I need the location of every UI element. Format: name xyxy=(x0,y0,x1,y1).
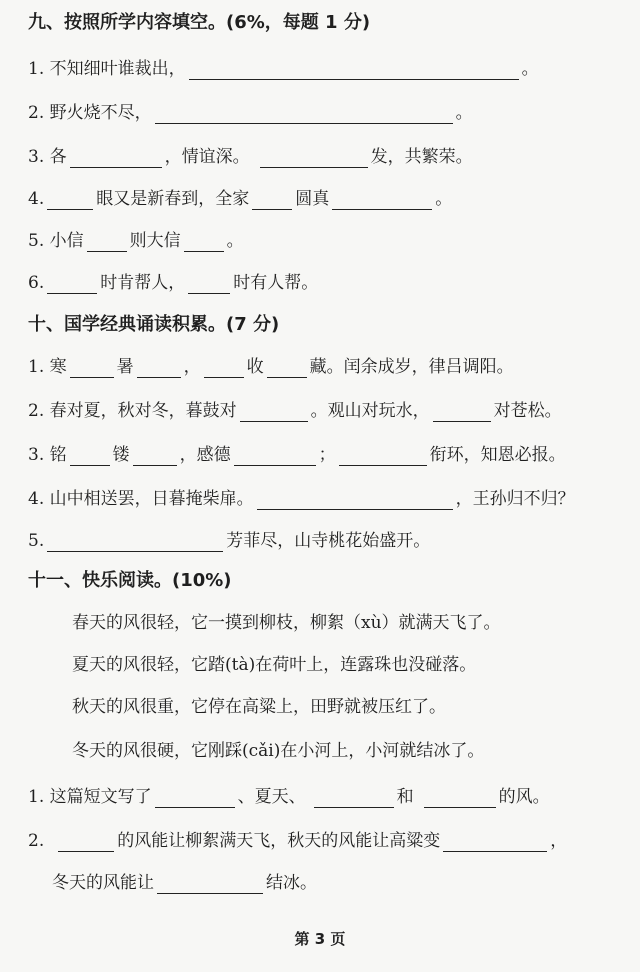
s10-q3-text-c: ，感德 xyxy=(179,445,231,465)
s11-q1-blank-1[interactable] xyxy=(155,785,235,808)
s10-q4-text-b: ，王孙归不归？ xyxy=(455,489,575,509)
s10-q3-blank-1[interactable] xyxy=(70,443,110,466)
s11-q2-text-a: 2. xyxy=(28,831,45,851)
s9-q5-end: 。 xyxy=(226,231,244,251)
s11-q2b-blank-1[interactable] xyxy=(157,871,263,894)
s11-q1-text-c: 和 xyxy=(396,787,414,807)
s9-question-4 xyxy=(28,182,620,216)
s9-q4-text-a: 4. xyxy=(28,189,45,209)
s9-q4-blank-1[interactable] xyxy=(47,187,93,210)
s11-q2b-text-a: 冬天的风能让 xyxy=(52,873,154,893)
s10-q5-blank-1[interactable] xyxy=(47,529,223,552)
s11-q1-text-b: 、夏天、 xyxy=(237,787,306,807)
s10-q2-blank-1[interactable] xyxy=(240,399,308,422)
s11-q1-blank-2[interactable] xyxy=(314,785,394,808)
s10-question-4 xyxy=(28,482,620,516)
s9-q6-blank-1[interactable] xyxy=(47,271,97,294)
s10-q1-text-e: 藏。闰余成岁，律吕调阳。 xyxy=(309,357,514,377)
s10-q1-blank-3[interactable] xyxy=(204,355,244,378)
section-11-title xyxy=(28,564,620,598)
s10-q3-blank-3[interactable] xyxy=(234,443,316,466)
reading-paragraph-4-text: 冬天的风很硬，它刚踩(cǎi)在小河上，小河就结冰了。 xyxy=(72,741,485,761)
s11-question-2 xyxy=(28,824,620,858)
s9-q5-text-b: 则大信 xyxy=(129,231,181,251)
s11-q1-text-a: 1. 这篇短文写了 xyxy=(28,787,152,807)
section-9-title-text: 九、按照所学内容填空。(6%，每题 1 分) xyxy=(28,12,371,33)
s11-q2b-text-b: 结冰。 xyxy=(266,873,317,893)
reading-paragraph-2 xyxy=(72,648,620,682)
s10-q5-text-b: 芳菲尽，山寺桃花始盛开。 xyxy=(226,531,431,551)
s10-q2-blank-2[interactable] xyxy=(433,399,491,422)
s10-q3-text-d: ； xyxy=(318,445,336,465)
s11-question-1 xyxy=(28,780,620,814)
s11-q2-text-b: 的风能让柳絮满天飞，秋天的风能让高粱变 xyxy=(117,831,441,851)
s10-question-3 xyxy=(28,438,620,472)
s10-q4-blank-1[interactable] xyxy=(257,487,453,510)
section-10-title-text: 十、国学经典诵读积累。(7 分) xyxy=(28,314,280,335)
s11-q2-blank-2[interactable] xyxy=(443,829,547,852)
s11-q2-blank-1[interactable] xyxy=(58,829,114,852)
s9-q6-text-c: 时有人帮。 xyxy=(233,273,319,293)
s10-q1-text-d: 收 xyxy=(246,357,264,377)
s9-q6-blank-2[interactable] xyxy=(188,271,230,294)
s10-q1-text-b: 暑 xyxy=(116,357,134,377)
section-11-title-text: 十一、快乐阅读。(10%) xyxy=(28,570,232,591)
s9-question-3 xyxy=(28,140,620,174)
s9-q3-blank-1[interactable] xyxy=(70,145,162,168)
s9-q2-end: 。 xyxy=(455,103,473,123)
s11-q1-text-d: 的风。 xyxy=(498,787,550,807)
s9-q6-text-b: 时肯帮人， xyxy=(100,273,186,293)
s10-q1-blank-4[interactable] xyxy=(267,355,307,378)
s10-question-5 xyxy=(28,524,620,558)
s11-question-2-continued xyxy=(52,866,620,900)
reading-paragraph-2-text: 夏天的风很轻，它踏(tà)在荷叶上，连露珠也没碰落。 xyxy=(72,655,477,675)
s9-q3-blank-2[interactable] xyxy=(260,145,368,168)
s10-q3-text-e: 衔环，知恩必报。 xyxy=(429,445,566,465)
s10-q3-text-b: 镂 xyxy=(112,445,130,465)
s9-q3-text-b: ，情谊深。 xyxy=(164,147,250,167)
s9-q1-blank[interactable] xyxy=(189,57,519,80)
s9-q4-blank-3[interactable] xyxy=(332,187,432,210)
reading-paragraph-1-text: 春天的风很轻，它一摸到柳枝，柳絮（xù）就满天飞了。 xyxy=(72,613,501,633)
s9-question-6 xyxy=(28,266,620,300)
s10-q1-blank-1[interactable] xyxy=(70,355,114,378)
s10-q3-blank-4[interactable] xyxy=(339,443,427,466)
s10-q2-text-b: 。观山对玩水， xyxy=(310,401,430,421)
s9-q1-text: 1. 不知细叶谁裁出， xyxy=(28,59,186,79)
s9-q5-blank-2[interactable] xyxy=(184,229,224,252)
s9-q3-text-c: 发，共繁荣。 xyxy=(370,147,473,167)
s9-q2-text: 2. 野火烧不尽， xyxy=(28,103,152,123)
reading-paragraph-1 xyxy=(72,606,620,640)
s10-q1-blank-2[interactable] xyxy=(137,355,181,378)
s10-question-2 xyxy=(28,394,620,428)
s9-q4-blank-2[interactable] xyxy=(252,187,292,210)
s9-q2-blank[interactable] xyxy=(155,101,453,124)
s10-q5-text-a: 5. xyxy=(28,531,45,551)
s10-q1-text-a: 1. 寒 xyxy=(28,357,67,377)
section-9-title xyxy=(28,6,620,40)
reading-paragraph-4 xyxy=(72,734,620,768)
s10-q1-text-c: ， xyxy=(183,357,201,377)
s10-q3-blank-2[interactable] xyxy=(133,443,177,466)
s9-q4-text-b: 眼又是新春到，全家 xyxy=(96,189,250,209)
reading-paragraph-3 xyxy=(72,690,620,724)
reading-paragraph-3-text: 秋天的风很重，它停在高粱上，田野就被压红了。 xyxy=(72,697,446,717)
s9-q4-text-c: 圆真 xyxy=(295,189,330,209)
s9-question-5 xyxy=(28,224,620,258)
s10-q4-text-a: 4. 山中相送罢，日暮掩柴扉。 xyxy=(28,489,254,509)
s11-q2-text-c: ， xyxy=(550,831,568,851)
s9-q6-text-a: 6. xyxy=(28,273,45,293)
s10-question-1 xyxy=(28,350,620,384)
s11-q1-blank-3[interactable] xyxy=(424,785,496,808)
s9-q5-blank-1[interactable] xyxy=(87,229,127,252)
s9-q5-text-a: 5. 小信 xyxy=(28,231,84,251)
s9-q1-end: 。 xyxy=(521,59,539,79)
page-number: 第 3 页 xyxy=(294,930,346,948)
s10-q3-text-a: 3. 铭 xyxy=(28,445,67,465)
s9-question-2 xyxy=(28,96,620,130)
s9-q4-end: 。 xyxy=(435,189,453,209)
s9-question-1 xyxy=(28,52,620,86)
s10-q2-text-c: 对苍松。 xyxy=(493,401,562,421)
s10-q2-text-a: 2. 春对夏，秋对冬，暮鼓对 xyxy=(28,401,237,421)
s9-q3-text-a: 3. 各 xyxy=(28,147,67,167)
section-10-title xyxy=(28,308,620,342)
